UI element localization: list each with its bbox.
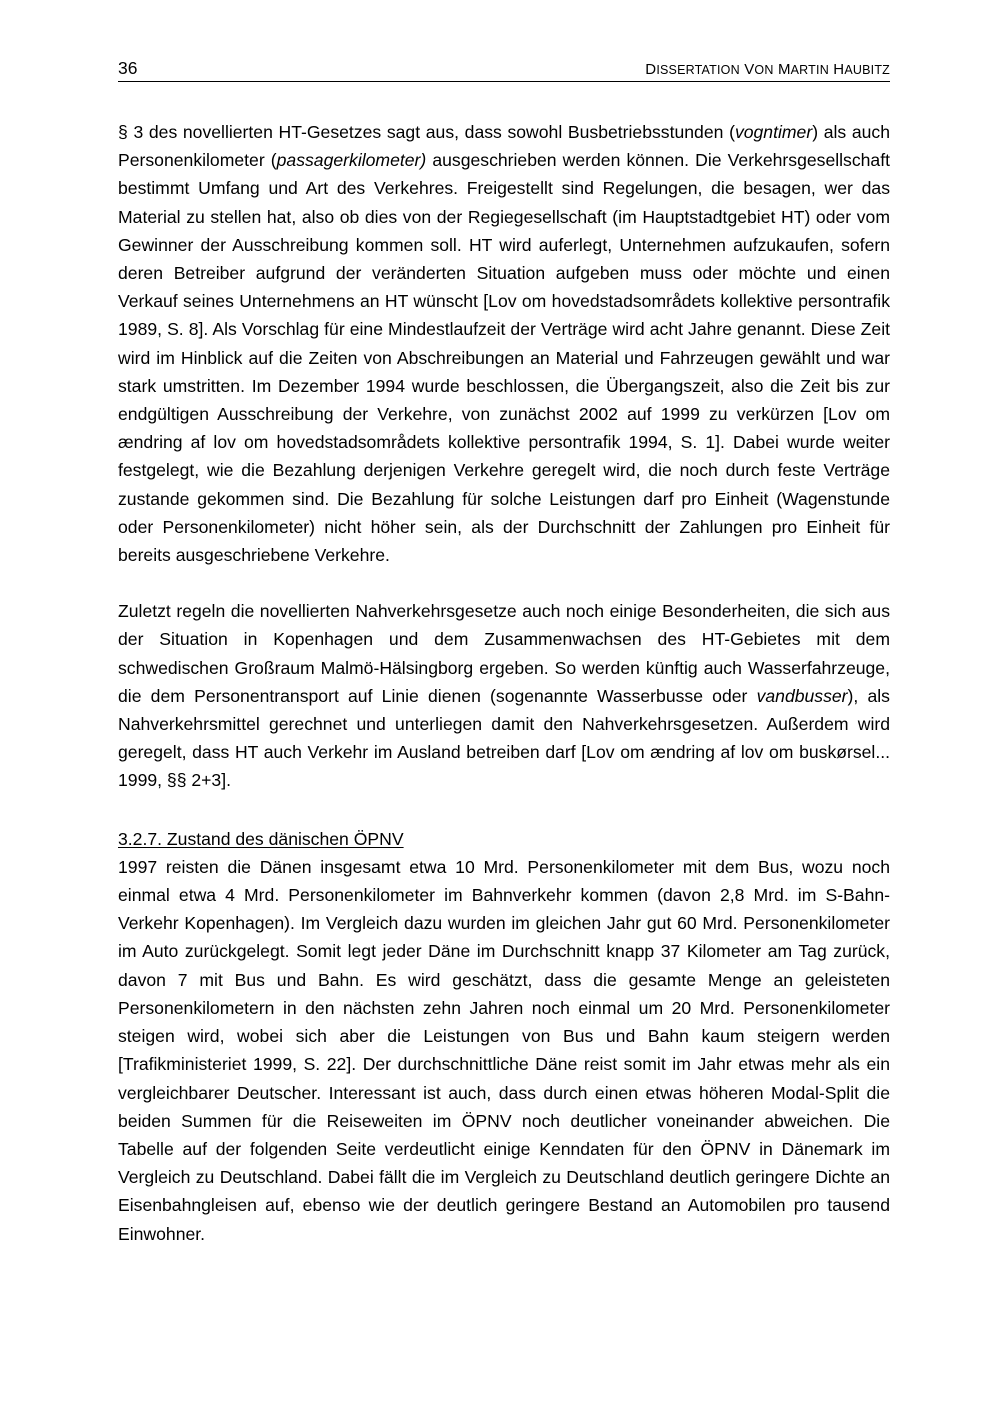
page-content <box>118 52 890 1248</box>
running-head-issertation: ISSERTATION <box>656 63 740 77</box>
running-head-h: H <box>833 61 845 78</box>
paragraph-3: 1997 reisten die Dänen insgesamt etwa 10 Mrd. Personenkilometer mit dem Bus, wozu noch einmal etwa 4 Mrd. Personenkilometer im Bahnverkehr kommen (davon 2,8 Mrd. im S-Bahn-Verkehr Kopenhagen). Im Vergleich dazu wurden im gleichen Jahr gut 60 Mrd. Personenkilometer im Auto zurückgelegt. Somit legt jeder Däne im Durchschnitt knapp 37 Kilometer am Tag zurück, davon 7 mit Bus und Bahn. Es wird geschätzt, dass die gesamte Menge an geleisteten Personenkilometern in den nächsten zehn Jahren noch einmal um 20 Mrd. Personenkilometer steigen wird, wobei sich aber die Leistungen von Bus und Bahn kaum steigern werden [Trafikministeriet 1999, S. 22]. Der durchschnittliche Däne reist somit im Jahr etwas mehr als ein vergleichbarer Deutscher. Interessant ist auch, dass durch einen etwas höheren Modal-Split die beiden Summen für die Reiseweiten im ÖPNV noch deutlicher voneinander abweichen. Die Tabelle auf der folgenden Seite verdeutlicht einige Kenndaten für den ÖPNV in Dänemark im Vergleich zu Deutschland. Dabei fällt die im Vergleich zu Deutschland deutlich geringere Dichte an Eisenbahngleisen auf, ebenso wie der deutlich geringere Bestand an Automobilen pro tausend Einwohner. <box>118 856 890 1244</box>
paragraph-2-part-2: ), als Nahverkehrsmittel gerechnet und unterliegen damit den Nahverkehrsgesetzen. Außerdem wird geregelt, dass HT auch Verkehr im Ausland betreiben darf [Lov om ændring af lov om buskørsel... 1999, §§ 2+3]. <box>118 685 890 791</box>
body-text <box>118 118 890 1248</box>
running-head-d: D <box>645 61 657 78</box>
paragraph-2 <box>118 597 890 794</box>
running-head-artin: ARTIN <box>790 63 829 77</box>
running-head-title <box>645 61 890 78</box>
running-head-aubitz: AUBITZ <box>844 63 890 77</box>
running-head-on: ON <box>754 63 774 77</box>
paragraph-1-italic-2: passagerkilometer) <box>276 150 427 171</box>
paragraph-2-part-1: Zuletzt regeln die novellierten Nahverkehrsgesetze auch noch einige Besonderheiten, die sich aus der Situation in Kopenhagen und dem Zusammenwachsen des HT-Gebietes mit dem schwedischen Großraum Malmö-Hälsingborg ergeben. So werden künftig auch Wasserfahrzeuge, die dem Personentransport auf Linie dienen (sogenannte Wasserbusse oder <box>118 601 890 706</box>
paragraph-1-part-3: ausgeschrieben werden können. Die Verkehrsgesellschaft bestimmt Umfang und Art des Verkehres. Freigestellt sind Regelungen, die besagen, wer das Material zu stellen hat, also ob dies von der Regiegesellschaft (im Hauptstadtgebiet HT) oder vom Gewinner der Ausschreibung kommen soll. HT wird auferlegt, Unternehmen aufzukaufen, sofern deren Betreiber aufgrund der veränderten Situation aufgeben muss oder möchte und einen Verkauf seines Unternehmens an HT wünscht [Lov om hovedstadsområdets kollektive persontrafik 1989, S. 8]. Als Vorschlag für eine Mindestlaufzeit der Verträge wird acht Jahre genannt. Diese Zeit wird im Hinblick auf die Zeiten von Abschreibungen an Material und Fahrzeugen gewählt und war stark umstritten. Im Dezember 1994 wurde beschlossen, die Übergangszeit, also die Zeit bis zur endgültigen Ausschreibung der Verkehre, von zunächst 2002 auf 1999 zu verkürzen [Lov om ændring af lov om hovedstadsområdets kollektive persontrafik 1994, S. 1]. Dabei wurde weiter festgelegt, wie die Bezahlung derjenigen Verkehre geregelt wird, die noch durch feste Verträge zustande gekommen sind. Die Bezahlung für solche Leistungen darf pro Einheit (Wagenstunde oder Personenkilometer) nicht höher sein, als der Durchschnitt der Zahlungen pro Einheit für bereits ausgeschriebene Verkehre. <box>118 150 890 566</box>
section-heading: 3.2.7. Zustand des dänischen ÖPNV <box>118 828 404 849</box>
paragraph-1-part-2: ) als auch Personenkilometer ( <box>118 122 890 171</box>
paragraph-2-italic-1: vandbusser <box>756 685 848 706</box>
paragraph-1-italic-1: vogntimer <box>734 122 813 142</box>
paragraph-1 <box>118 118 890 569</box>
running-head-v: V <box>744 61 755 78</box>
paragraph-1-part-1: § 3 des novellierten HT-Gesetzes sagt aus, dass sowohl Busbetriebsstunden ( <box>118 122 735 142</box>
running-head-m: M <box>777 61 791 78</box>
page-header <box>118 52 890 82</box>
page-number: 36 <box>118 58 138 78</box>
